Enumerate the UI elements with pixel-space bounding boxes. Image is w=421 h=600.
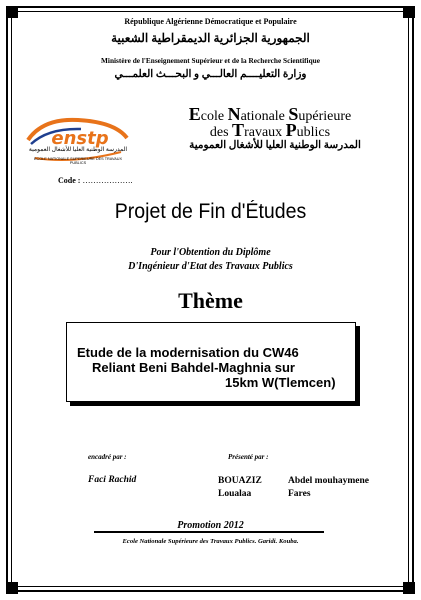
code-field: Code : ………………. [58, 176, 133, 185]
purpose-line2: D'Ingénieur d'Etat des Travaux Publics [128, 261, 293, 272]
school-name-ar: المدرسة الوطنية العليا للأشغال العمومية [189, 140, 361, 151]
promotion: Promotion 2012 [177, 520, 244, 531]
supervisor-name: Faci Rachid [88, 475, 137, 485]
corner-ornament-br [403, 582, 415, 594]
student2-first: Fares [288, 489, 311, 499]
presented-by-label: Présenté par : [228, 453, 269, 461]
enstp-logo [23, 114, 133, 176]
republic-fr: République Algérienne Démocratique et Populaire [124, 17, 297, 26]
logo-subtitle-ar: المدرسة الوطنية العليا للأشغال العمومية [28, 147, 128, 153]
ministry-fr: Ministère de l'Enseignement Supérieur et de la Recherche Scientifique [101, 56, 320, 65]
ministry-ar: وزارة التعليــــم العالـــي و البحـــث العلمـــي [114, 69, 307, 80]
student1-last: BOUAZIZ [218, 476, 262, 486]
student2-last: Loualaa [218, 489, 252, 499]
school-name-line1: Ecole Nationale Supérieure [188, 104, 352, 124]
purpose-line1: Pour l'Obtention du Diplôme [150, 247, 271, 258]
corner-ornament-bl [6, 582, 18, 594]
republic-ar: الجمهورية الجزائرية الديمقراطية الشعبية [111, 31, 310, 45]
footer-address: Ecole Nationale Supérieure des Travaux Publics. Garidi. Kouba. [122, 538, 299, 545]
logo-subtitle-fr: ECOLE NATIONALE SUPERIEURE DES TRAVAUX PUBLICS [33, 157, 123, 165]
theme-heading: Thème [178, 288, 243, 313]
theme-line3: 15km W(Tlemcen) [225, 375, 336, 390]
document-title: Projet de Fin d'Études [114, 200, 307, 223]
student1-first: Abdel mouhaymene [288, 476, 370, 486]
logo-wordmark: enstp [51, 128, 109, 149]
promotion-underline [94, 531, 324, 533]
theme-line1: Etude de la modernisation du CW46 [77, 345, 299, 360]
supervised-by-label: encadré par : [88, 453, 127, 461]
school-name-line2: des Travaux Publics [209, 120, 331, 140]
theme-line2: Reliant Beni Bahdel-Maghnia sur [92, 360, 295, 375]
